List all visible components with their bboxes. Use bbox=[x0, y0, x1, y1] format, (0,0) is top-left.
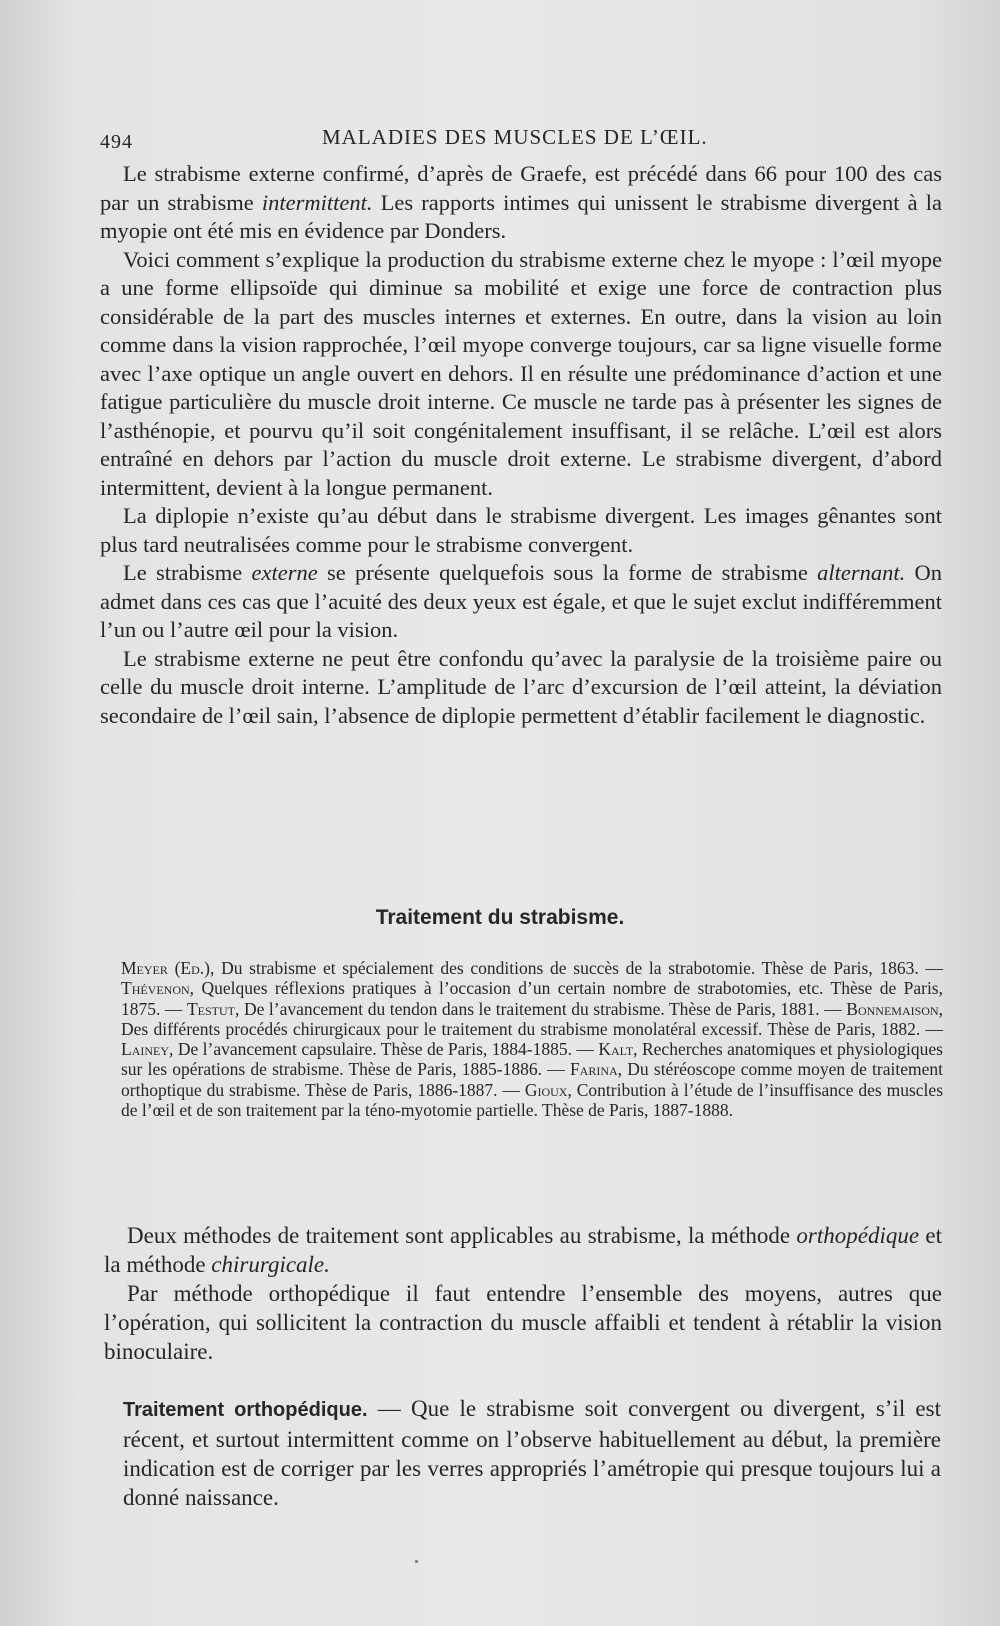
reference-text: Recherches anatomiques et physiologiques sur les opérations de strabisme. Thèse de Paris, 1885-1886. — bbox=[121, 1039, 943, 1080]
reference-author: Lainey, bbox=[121, 1039, 174, 1060]
reference-author: Thévenon, bbox=[121, 978, 195, 999]
run-in-heading: Traitement orthopédique. bbox=[123, 1399, 368, 1421]
reference-author: Bonnemaison, bbox=[846, 998, 943, 1019]
reference-text: Des différents procédés chirurgicaux pour le traitement du strabisme monolatéral excessif. Thèse de Paris, 1882. — bbox=[121, 1018, 943, 1039]
reference-text: Quelques réflexions pratiques à l’occasion d’un certain nombre de strabotomies, etc. Thèse de Paris, 1875. — bbox=[121, 978, 943, 1019]
body-text-lower bbox=[104, 1221, 942, 1366]
running-title: MALADIES DES MUSCLES DE L’ŒIL. bbox=[322, 125, 708, 149]
reference-author: Meyer (Ed.), bbox=[121, 958, 215, 978]
paragraph: Le strabisme externe confirmé, d’après de Graefe, est précédé dans 66 pour 100 des cas par un strabisme intermittent. Les rapports intimes qui unissent le strabisme divergent à la myopie ont été mis en évidence par Donders. bbox=[100, 161, 942, 243]
reference-text: Contribution à l’étude de l’insuffisance des muscles de l’œil et de son traitement par la téno-myotomie partielle. Thèse de Paris, 1887-1888. bbox=[121, 1079, 943, 1121]
paragraph: Le strabisme externe se présente quelquefois sous la forme de strabisme alternant. On admet dans ces cas que l’acuité des deux yeux est égale, et que le sujet exclut indifféremment l’un ou l’autre œil pour la vision. bbox=[100, 560, 943, 642]
reference-text: De l’avancement du tendon dans le traitement du strabisme. Thèse de Paris, 1881. — bbox=[239, 998, 847, 1019]
paper-speck bbox=[415, 1560, 418, 1563]
bibliography bbox=[121, 958, 943, 1120]
reference-list bbox=[121, 958, 943, 1120]
page-number: 494 bbox=[100, 131, 133, 153]
paragraph: Par méthode orthopédique il faut entendre l’ensemble des moyens, autres que l’opération, qui sollicitent la contraction du muscle affaibli et tendent à rétablir la vision binoculaire. bbox=[104, 1281, 942, 1364]
reference-author: Testut, bbox=[186, 998, 240, 1019]
page-header bbox=[100, 125, 920, 155]
reference-text: De l’avancement capsulaire. Thèse de Paris, 1884-1885. — bbox=[173, 1039, 599, 1060]
paragraph: La diplopie n’existe qu’au début dans le strabisme divergent. Les images gênantes sont plus tard neutralisées comme pour le strabisme convergent. bbox=[100, 503, 942, 557]
section-title: Traitement du strabisme. bbox=[375, 906, 625, 929]
reference-text: Du strabisme et spécialement des conditions de succès de la strabotomie. Thèse de Paris, 1863. — bbox=[214, 958, 943, 978]
body-text-upper bbox=[100, 160, 942, 730]
body-text-final bbox=[123, 1394, 941, 1512]
reference-author: Gioux, bbox=[524, 1079, 572, 1100]
reference-author: Kalt, bbox=[598, 1039, 638, 1060]
paragraph: Voici comment s’explique la production du strabisme externe chez le myope : l’œil myope a une forme ellipsoïde qui diminue sa mobilité et exige une force de contraction plus considérable de la part des muscles internes et externes. En outre, dans la vision au loin comme dans la vision rapprochée, l’œil myope converge toujours, car sa ligne visuelle forme avec l’axe optique un angle ouvert en dehors. Il en résulte une prédominance d’action et une fatigue particulière du muscle droit interne. Ce muscle ne tarde pas à présenter les signes de l’asthénopie, et pourvu qu’il soit congénitalement insuffisant, il se relâche. L’œil est alors entraîné en dehors par l’action du muscle droit externe. Le strabisme divergent, d’abord intermittent, devient à la longue permanent. bbox=[100, 246, 942, 500]
reference-text: Du stéréoscope comme moyen de traitement orthoptique du strabisme. Thèse de Paris, 1886-1887. — bbox=[121, 1059, 943, 1100]
paragraph: Le strabisme externe ne peut être confondu qu’avec la paralysie de la troisième paire ou celle du muscle droit interne. L’amplitude de l’arc d’excursion de l’œil atteint, la déviation secondaire de l’œil sain, l’absence de diplopie permettent d’établir facilement le diagnostic. bbox=[100, 645, 942, 728]
reference-author: Farina, bbox=[569, 1059, 623, 1080]
paragraph: Traitement orthopédique. — Que le strabisme soit convergent ou divergent, s’il est récent, et surtout intermittent comme on l’observe habituellement au début, la première indication est de corriger par les verres appropriés l’amétropie qui presque toujours lui a donné naissance. bbox=[123, 1396, 941, 1510]
paragraph: Deux méthodes de traitement sont applicables au strabisme, la méthode orthopédique et la méthode chirurgicale. bbox=[104, 1223, 942, 1277]
